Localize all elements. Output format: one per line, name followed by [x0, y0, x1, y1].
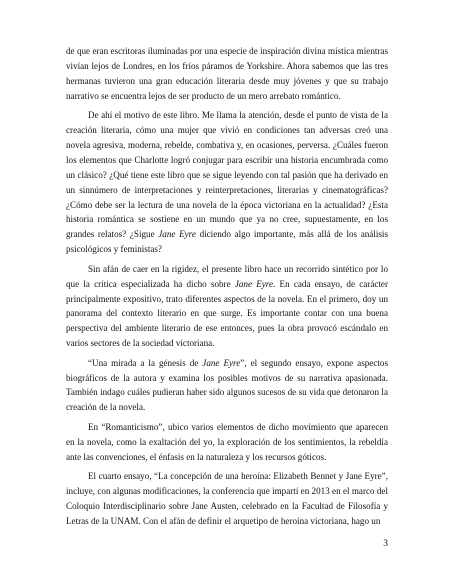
page-number: 3 [383, 539, 388, 549]
body-text [66, 44, 388, 533]
book-title: Jane Eyre [234, 278, 274, 289]
paragraph-4: “Una mirada a la génesis de Jane Eyre”, el segundo ensayo, expone aspectos biográficos de la autora y examina los posibles motivos de su narrativa apasionada. También indago cuáles pudieran haber sido algunos sucesos de su vida que detonaron la creación de la novela. [66, 357, 388, 413]
paragraph-5: En “Romanticismo”, ubico varios elementos de dicho movimiento que aparecen en la novela, como la exaltación del yo, la exploración de los sentimientos, la rebeldía ante las convenciones, el énfasis en la naturaleza y los recursos góticos. [66, 421, 388, 462]
book-title: Jane Eyre [158, 229, 196, 240]
book-title: Jane Eyre [202, 357, 241, 368]
paragraph-2: De ahí el motivo de este libro. Me llama la atención, desde el punto de vista de la creación literaria, cómo una mujer que vivió en condiciones tan adversas creó una novela agresiva, moderna, rebelde, combativa y, en ocasiones, perversa. ¿Cuáles fueron los elementos que Charlotte logró conjugar para escribir una historia encumbrada como un clásico? ¿Qué tiene este libro que se sigue leyendo con tal pasión que ha derivado en un sinnúmero de interpretaciones y reinterpretaciones, literarias y cinematográficas? ¿Cómo debe ser la lectura de una novela de la época victoriana en la actualidad? ¿Esta historia romántica se sostiene en un mundo que ya no cree, supuestamente, en los grandes relatos? ¿Sigue Jane Eyre diciendo algo importante, más allá de los análisis psicológicos y feministas? [66, 110, 388, 255]
paragraph-3: Sin afán de caer en la rigidez, el presente libro hace un recorrido sintético por lo que la crítica especializada ha dicho sobre Jane Eyre. En cada ensayo, de carácter principalmente expositivo, trato diferentes aspectos de la novela. En el primero, doy un panorama del contexto literario en que surge. Es importante contar con una buena perspectiva del ambiente literario de ese entonces, pues la obra provocó escándalo en varios sectores de la sociedad victoriana. [66, 263, 388, 349]
paragraph-6: El cuarto ensayo, “La concepción de una heroína: Elizabeth Bennet y Jane Eyre”, incluye, con algunas modificaciones, la conferencia que impartí en 2013 en el marco del Coloquio Interdisciplinario sobre Jane Austen, celebrado en la Facultad de Filosofía y Letras de la UNAM. Con el afán de definir el arquetipo de heroína victoriana, hago un [66, 470, 388, 526]
paragraph-1: de que eran escritoras iluminadas por una especie de inspiración divina mística mientras vivían lejos de Londres, en los fríos páramos de Yorkshire. Ahora sabemos que las tres hermanas tuvieron una gran educación literaria desde muy jóvenes y que su trabajo narrativo se encuentra lejos de ser producto de un mero arrebato romántico. [66, 46, 388, 101]
